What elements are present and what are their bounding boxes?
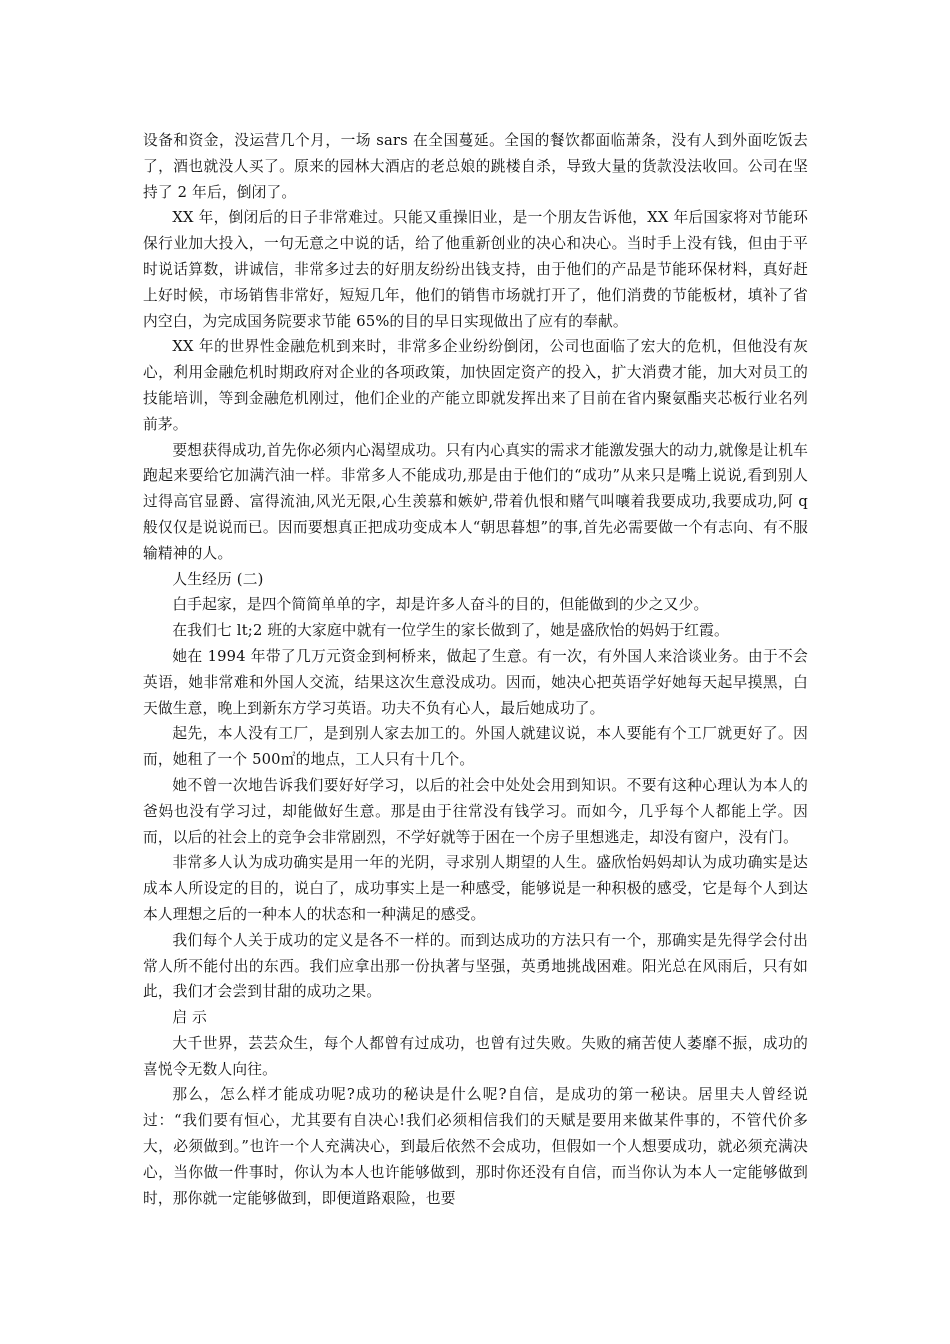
- paragraph: 在我们七 lt;2 班的大家庭中就有一位学生的家长做到了，她是盛欣怡的妈妈于红霞。: [172, 622, 729, 640]
- paragraph: 大千世界，芸芸众生，每个人都曾有过成功，也曾有过失败。失败的痛苦使人萎靡不振，成功的喜悦令无数人向往。: [143, 1034, 808, 1078]
- paragraph: 白手起家，是四个简简单单的字，却是许多人奋斗的目的，但能做到的少之又少。: [172, 596, 709, 614]
- paragraph: 那么，怎么样才能成功呢?成功的秘诀是什么呢?自信，是成功的第一秘诀。居里夫人曾经说过：“我们要有恒心，尤其要有自决心!我们必须相信我们的天赋是要用来做某件事的，不管代价多大，必须做到。”也许一个人充满决心，到最后依然不会成功，但假如一个人想要成功，就必须充满决心，当你做一件事时，你认为本人也许能够做到，那时你还没有自信，而当你认为本人一定能够做到时，那你就一定能够做到，即便道路艰险，也要: [143, 1086, 808, 1207]
- paragraph: 要想获得成功,首先你必须内心渴望成功。只有内心真实的需求才能激发强大的动力,就像是让机车跑起来要给它加满汽油一样。非常多人不能成功,那是由于他们的“成功”从来只是嘴上说说,看到别人过得高官显爵、富得流油,风光无限,心生羡慕和嫉妒,带着仇恨和赌气叫嚷着我要成功,我要成功,阿 q 般仅仅是说说而已。因而要想真正把成功变成本人“朝思暮想”的事,首先必需要做一个有志向、有不服输精神的人。: [143, 441, 808, 562]
- paragraph: XX 年，倒闭后的日子非常难过。只能又重操旧业，是一个朋友告诉他，XX 年后国家将对节能环保行业加大投入，一句无意之中说的话，给了他重新创业的决心和决心。当时手上没有钱，但由于平时说话算数，讲诚信，非常多过去的好朋友纷纷出钱支持，由于他们的产品是节能环保材料，真好赶上好时候，市场销售非常好，短短几年，他们的销售市场就打开了，他们消费的节能板材，填补了省内空白，为完成国务院要求节能 65%的目的早日实现做出了应有的奉献。: [143, 209, 808, 330]
- paragraph: XX 年的世界性金融危机到来时，非常多企业纷纷倒闭，公司也面临了宏大的危机，但他没有灰心，利用金融危机时期政府对企业的各项政策，加快固定资产的投入，扩大消费才能，加大对员工的技能培训，等到金融危机刚过，他们企业的产能立即就发挥出来了目前在省内聚氨酯夹芯板行业名列前茅。: [143, 338, 808, 433]
- paragraph: 她不曾一次地告诉我们要好好学习，以后的社会中处处会用到知识。不要有这种心理认为本人的爸妈也没有学习过，却能做好生意。那是由于往常没有钱学习。而如今，几乎每个人都能上学。因而，以后的社会上的竞争会非常剧烈，不学好就等于困在一个房子里想逃走，却没有窗户，没有门。: [143, 776, 808, 846]
- paragraph: 起先，本人没有工厂，是到别人家去加工的。外国人就建议说，本人要能有个工厂就更好了。因而，她租了一个 500㎡的地点，工人只有十几个。: [143, 725, 808, 769]
- paragraph: 我们每个人关于成功的定义是各不一样的。而到达成功的方法只有一个，那确实是先得学会付出常人所不能付出的东西。我们应拿出那一份执著与坚强，英勇地挑战困难。阳光总在风雨后，只有如此，我们才会尝到甘甜的成功之果。: [143, 931, 808, 1001]
- section-heading: 启 示: [172, 1009, 208, 1027]
- section-heading: 人生经历 (二): [172, 570, 264, 588]
- paragraph: 她在 1994 年带了几万元资金到柯桥来，做起了生意。有一次，有外国人来洽谈业务。由于不会英语，她非常难和外国人交流，结果这次生意没成功。因而，她决心把英语学好她每天起早摸黑，白天做生意，晚上到新东方学习英语。功夫不负有心人，最后她成功了。: [143, 647, 808, 717]
- paragraph: 设备和资金，没运营几个月，一场 sars 在全国蔓延。全国的餐饮都面临萧条，没有人到外面吃饭去了，酒也就没人买了。原来的园林大酒店的老总娘的跳楼自杀，导致大量的货款没法收回。公司在坚持了 2 年后，倒闭了。: [143, 132, 808, 201]
- paragraph: 非常多人认为成功确实是用一年的光阴，寻求别人期望的人生。盛欣怡妈妈却认为成功确实是达成本人所设定的目的，说白了，成功事实上是一种感受，能够说是一种积极的感受，它是每个人到达本人理想之后的一种本人的状态和一种满足的感受。: [143, 854, 808, 923]
- document-body: [143, 128, 808, 1211]
